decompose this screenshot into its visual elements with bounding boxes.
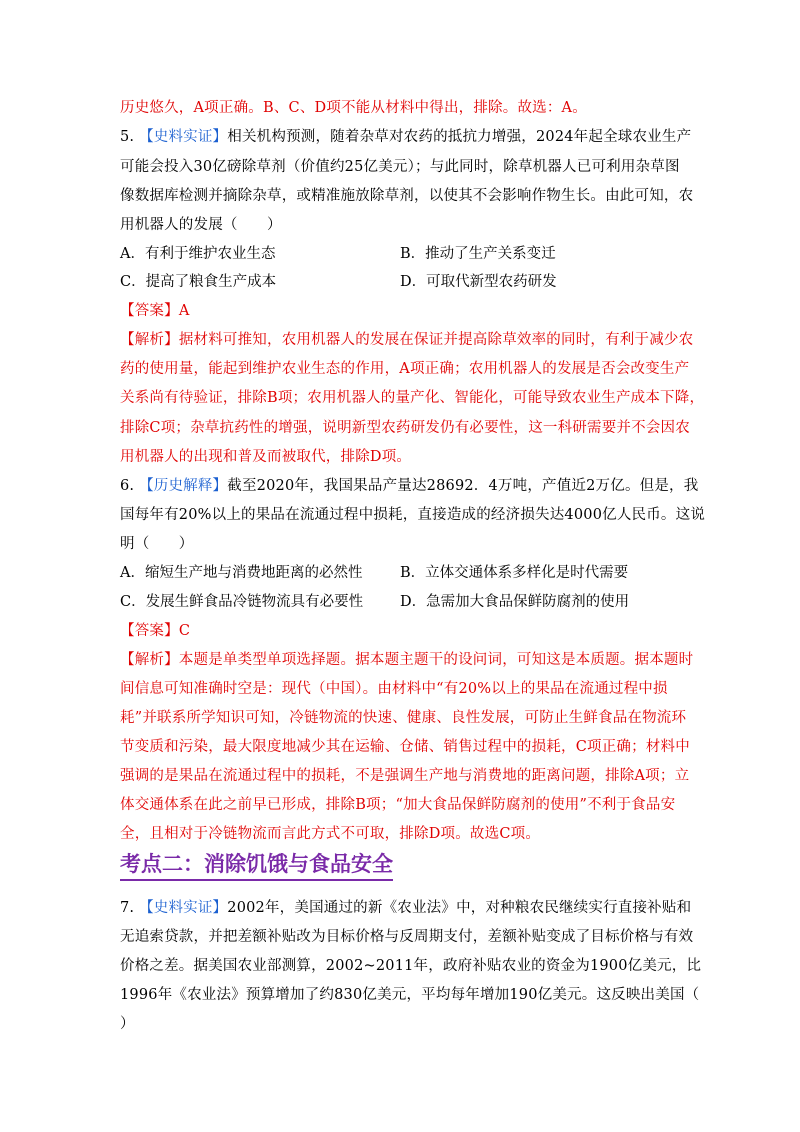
stem-text: 截至2020年，我国果品产量达28692．4万吨，产值近2万亿。但是，我 <box>227 478 699 494</box>
question-tag: 【史料实证】 <box>139 900 228 916</box>
q5-stem-line-4: 用机器人的发展（ ） <box>120 217 282 233</box>
q6-option-c: C．发展生鲜食品冷链物流具有必要性 <box>120 594 364 610</box>
question-tag: 【历史解释】 <box>139 478 228 494</box>
q6-option-b: B．立体交通体系多样化是时代需要 <box>400 565 629 581</box>
q6-analysis-line-2: 间信息可知准确时空是：现代（中国）。由材料中“有20%以上的果品在流通过程中损 <box>120 681 668 697</box>
q6-answer <box>120 621 190 641</box>
q5-stem-line-1 <box>120 127 691 147</box>
question-tag: 【史料实证】 <box>139 129 228 145</box>
question-number: 5. <box>120 129 135 145</box>
q7-stem-line-4: 1996年《农业法》预算增加了约830亿美元，平均每年增加190亿美元。这反映出美国（ <box>120 987 700 1003</box>
q6-analysis-line-4: 节变质和污染，最大限度地减少其在运输、仓储、销售过程中的损耗，C项正确；材料中 <box>120 739 690 755</box>
q6-analysis-line-7: 全，且相对于冷链物流而言此方式不可取，排除D项。故选C项。 <box>120 826 541 842</box>
q5-option-c: C．提高了粮食生产成本 <box>120 274 277 290</box>
q5-stem-line-2: 可能会投入30亿磅除草剂（价值约25亿美元）；与此同时，除草机器人已可利用杂草图 <box>120 159 680 175</box>
q5-analysis-line-1 <box>120 330 693 350</box>
q6-option-a: A．缩短生产地与消费地距离的必然性 <box>120 565 363 581</box>
q5-analysis-line-3: 关系尚有待验证，排除B项；农用机器人的量产化、智能化，可能导致农业生产成本下降， <box>120 390 705 406</box>
q5-analysis-line-4: 排除C项；杂草抗药性的增强，说明新型农药研发仍有必要性，这一科研需要并不会因农 <box>120 420 690 436</box>
q6-stem-line-3: 明（ ） <box>120 536 194 552</box>
q5-option-a: A．有利于维护农业生态 <box>120 246 276 262</box>
q5-option-b: B．推动了生产关系变迁 <box>400 246 556 262</box>
q7-stem-line-3: 价格之差。据美国农业部测算，2002~2011年，政府补贴农业的资金为1900亿美元，比 <box>120 958 702 974</box>
q6-analysis-line-1 <box>120 650 693 670</box>
analysis-text: 本题是单类型单项选择题。据本题主题干的设问词，可知这是本质题。据本题时 <box>178 652 694 668</box>
section-heading: 考点二：消除饥饿与食品安全 <box>120 850 393 881</box>
q5-answer <box>120 301 189 321</box>
q6-stem-line-2: 国每年有20%以上的果品在流通过程中损耗，直接造成的经济损失达4000亿人民币。这说 <box>120 507 706 523</box>
q5-option-d: D．可取代新型农药研发 <box>400 274 557 290</box>
answer-value: C <box>178 623 191 639</box>
question-number: 7. <box>120 900 135 916</box>
analysis-tag: 【解析】 <box>120 332 179 348</box>
q7-stem-line-5: ） <box>120 1016 135 1032</box>
q5-analysis-line-2: 药的使用量，能起到维护农业生态的作用，A项正确；农用机器人的发展是否会改变生产 <box>120 361 690 377</box>
q6-analysis-line-3: 耗”并联系所学知识可知，冷链物流的快速、健康、良性发展，可防止生鲜食品在物流环 <box>120 710 687 726</box>
q7-stem-line-2: 无追索贷款，并把差额补贴改为目标价格与反周期支付，差额补贴变成了目标价格与有效 <box>120 929 694 945</box>
q6-analysis-line-6: 体交通体系在此之前早已形成，排除B项；“加大食品保鲜防腐剂的使用”不利于食品安 <box>120 797 676 813</box>
q6-stem-line-1 <box>120 476 698 496</box>
answer-tag: 【答案】 <box>120 623 179 639</box>
q4-analysis-end: 历史悠久，A项正确。B、C、D项不能从材料中得出，排除。故选：A。 <box>120 100 587 116</box>
stem-text: 2002年，美国通过的新《农业法》中，对种粮农民继续实行直接补贴和 <box>227 900 692 916</box>
q6-analysis-line-5: 强调的是果品在流通过程中的损耗，不是强调生产地与消费地的距离问题，排除A项；立 <box>120 768 690 784</box>
answer-value: A <box>178 303 190 319</box>
answer-tag: 【答案】 <box>120 303 179 319</box>
analysis-text: 据材料可推知，农用机器人的发展在保证并提高除草效率的同时，有利于减少农 <box>178 332 694 348</box>
q7-stem-line-1 <box>120 898 691 918</box>
q6-option-d: D．急需加大食品保鲜防腐剂的使用 <box>400 594 630 610</box>
stem-text: 相关机构预测，随着杂草对农药的抵抗力增强，2024年起全球农业生产 <box>227 129 692 145</box>
question-number: 6. <box>120 478 135 494</box>
q5-analysis-line-5: 用机器人的出现和普及而被取代，排除D项。 <box>120 449 412 465</box>
q5-stem-line-3: 像数据库检测并摘除杂草，或精准施放除草剂，以使其不会影响作物生长。由此可知，农 <box>120 188 694 204</box>
analysis-tag: 【解析】 <box>120 652 179 668</box>
